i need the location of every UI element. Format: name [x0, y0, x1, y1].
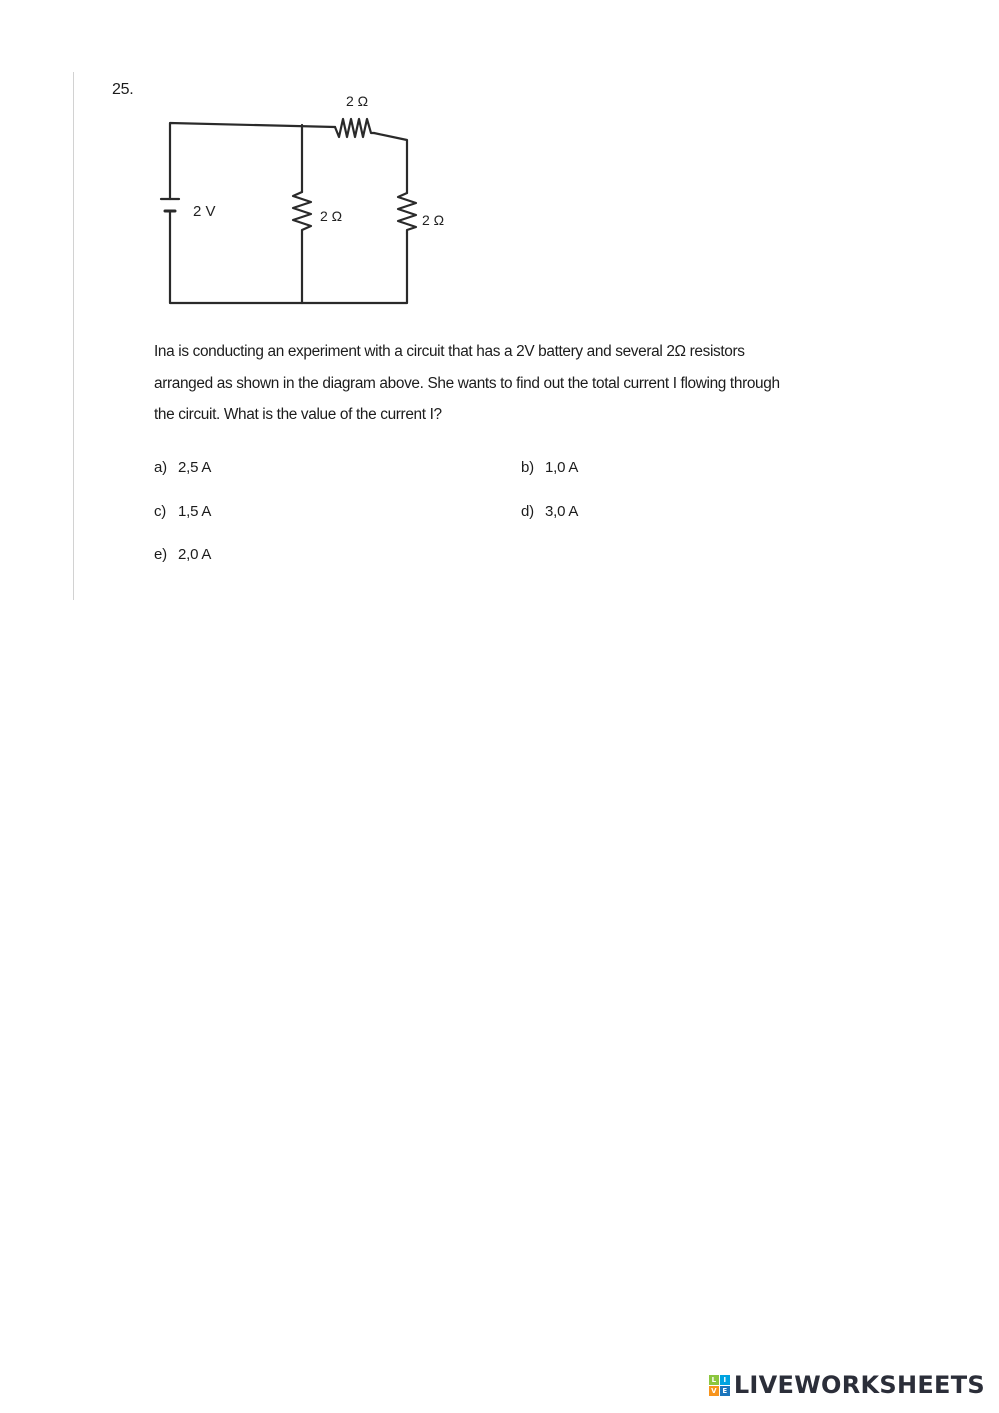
top-left-wire — [170, 123, 335, 199]
question-number: 25. — [112, 81, 134, 98]
question-line: Ina is conducting an experiment with a circuit that has a 2V battery and several 2Ω resistors — [154, 343, 745, 360]
right-resistor-label: 2 Ω — [422, 212, 445, 228]
question-line: the circuit. What is the value of the current I? — [154, 406, 442, 423]
question-line: arranged as shown in the diagram above. She wants to find out the total current I flowing through — [154, 374, 780, 392]
logo-grid-icon — [709, 1375, 730, 1396]
logo-grid-cell: I — [720, 1375, 730, 1385]
top-resistor-label: 2 Ω — [346, 93, 369, 109]
option-letter: a) — [154, 459, 167, 476]
option-value: 1,5 A — [178, 503, 212, 520]
option-e[interactable] — [154, 546, 211, 563]
brand-text: LIVEWORKSHEETS — [733, 1371, 985, 1399]
option-a[interactable] — [154, 459, 211, 476]
middle-resistor-label: 2 Ω — [320, 208, 343, 224]
option-letter: d) — [521, 503, 534, 520]
right-resistor-symbol — [398, 193, 416, 233]
option-value: 3,0 A — [545, 503, 579, 520]
option-d[interactable] — [521, 503, 578, 520]
option-value: 1,0 A — [545, 459, 579, 476]
option-value: 2,5 A — [178, 459, 212, 476]
middle-resistor-symbol — [293, 192, 311, 234]
bottom-wire — [170, 218, 407, 303]
question-text — [154, 336, 874, 431]
option-c[interactable] — [154, 503, 211, 520]
battery-symbol — [161, 199, 179, 218]
liveworksheets-logo — [709, 1371, 985, 1399]
battery-label: 2 V — [193, 203, 216, 220]
option-letter: c) — [154, 503, 167, 520]
page-margin-line — [73, 72, 74, 600]
logo-grid-cell: E — [720, 1386, 730, 1396]
logo-grid-cell: V — [709, 1386, 719, 1396]
circuit-diagram — [150, 78, 470, 318]
option-letter: b) — [521, 459, 534, 476]
logo-grid-cell: L — [709, 1375, 719, 1385]
option-value: 2,0 A — [178, 546, 212, 563]
option-b[interactable] — [521, 459, 578, 476]
top-right-wire — [374, 133, 407, 193]
option-letter: e) — [154, 546, 167, 563]
top-resistor-symbol — [335, 119, 374, 137]
